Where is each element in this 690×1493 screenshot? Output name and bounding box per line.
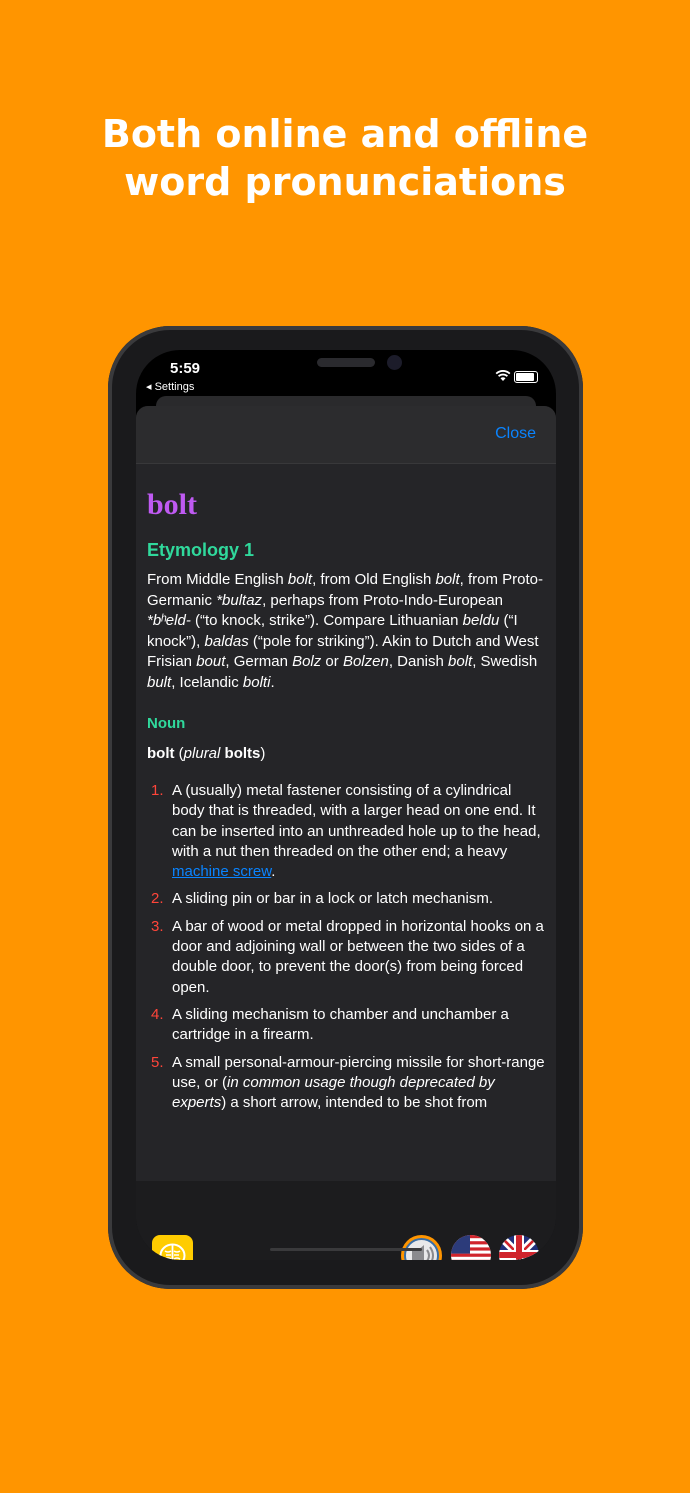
brain-icon[interactable] <box>152 1235 193 1260</box>
home-indicator <box>270 1248 422 1251</box>
definition-list <box>147 781 545 1113</box>
us-flag-icon[interactable] <box>451 1235 491 1260</box>
status-icons <box>478 369 538 385</box>
battery-icon <box>514 371 538 383</box>
machine-screw-link[interactable]: machine screw <box>172 863 272 881</box>
headline-line-2: word pronunciations <box>124 160 566 204</box>
entry-content[interactable] <box>147 464 545 1124</box>
wifi-icon <box>495 370 511 382</box>
close-button[interactable]: Close <box>495 425 536 442</box>
definition-item: 2. A sliding pin or bar in a lock or latch mechanism. <box>147 889 545 909</box>
headword-line: bolt (plural bolts) <box>147 745 266 762</box>
etymology-heading: Etymology 1 <box>147 540 255 560</box>
back-to-settings[interactable]: ◂ Settings <box>146 381 195 393</box>
uk-flag-icon[interactable] <box>499 1235 539 1260</box>
definition-item: 5. A small personal-armour-piercing missile for short-range use, or (in common usage though deprecated by experts) a short arrow, intended to be shot from <box>151 1053 545 1112</box>
definition-number: 4. <box>151 1005 164 1023</box>
definition-number: 1. <box>151 782 164 799</box>
definition-item: 1. A (usually) metal fastener consisting of a cylindrical body that is threaded, with a larger head on one end. It can be inserted into an unthreaded hole up to the head, with a nut then threaded on the other end; a heavy machine screw. <box>151 782 541 881</box>
front-camera <box>387 355 402 370</box>
headline <box>0 110 690 206</box>
definition-item: 3. A bar of wood or metal dropped in horizontal hooks on a door and adjoining wall or between the two sides of a double door, to prevent the door(s) from being forced open. <box>151 917 544 996</box>
status-time: 5:59 <box>170 360 201 377</box>
phone-screen <box>136 350 556 1260</box>
definition-sheet <box>136 406 556 1260</box>
earpiece <box>317 358 375 367</box>
etymology-text: From Middle English bolt, from Old English bolt, from Proto-Germanic *bultaz, perhaps from Proto-Indo-European *bʰeld- (“to knock, strike”). Compare Lithuanian beldu (“I knock”), baldas (“pole for striking”). Akin to Dutch and West Frisian bout, German Bolz or Bolzen, Danish bolt, Swedish bult, Icelandic bolti. <box>147 571 544 691</box>
definition-number: 5. <box>151 1053 164 1071</box>
entry-word: bolt <box>147 488 198 521</box>
headline-line-1: Both online and offline <box>101 112 589 156</box>
definition-number: 2. <box>151 890 164 908</box>
definition-number: 3. <box>151 917 164 935</box>
notch <box>263 350 429 384</box>
sheet-header <box>136 406 556 464</box>
definition-item: 4. A sliding mechanism to chamber and unchamber a cartridge in a firearm. <box>151 1005 509 1044</box>
part-of-speech: Noun <box>147 715 186 732</box>
signal-icon <box>478 371 494 383</box>
